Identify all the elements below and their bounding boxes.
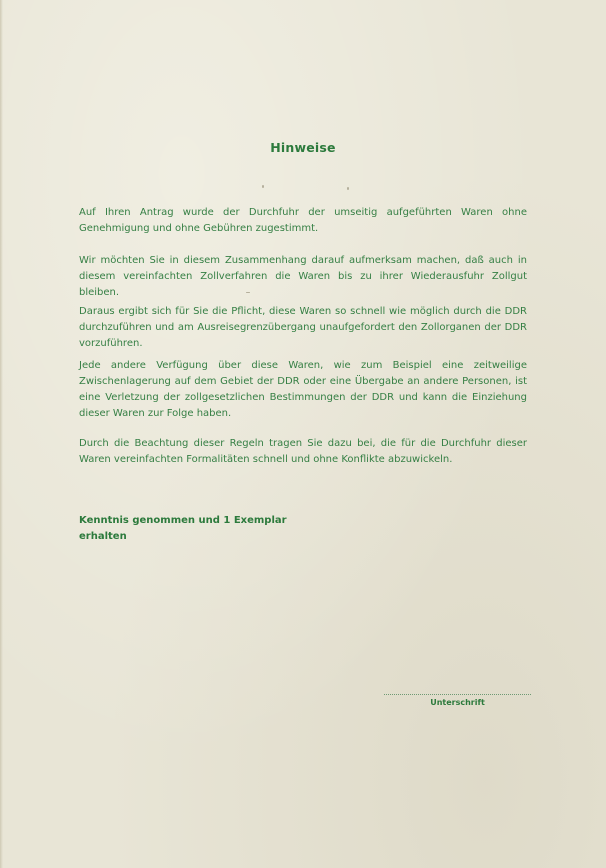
paper-edge [0,0,3,868]
signature-label: Unterschrift [430,698,485,707]
paper-speck [262,185,264,188]
acknowledgement-text [79,513,339,545]
paper-speck [347,187,349,190]
acknowledgement-line: erhalten [79,531,127,542]
acknowledgement-line: Kenntnis genommen und 1 Exemplar [79,515,287,526]
notice-paragraph: Daraus ergibt sich für Sie die Pflicht, diese Waren so schnell wie möglich durch die DDR durchzuführen und am Ausreisegrenzübergang unaufgefordert den Zollorganen der DDR vorzuführen. [79,306,527,349]
signature-line [384,694,531,695]
notice-paragraph: Durch die Beachtung dieser Regeln tragen Sie dazu bei, die für die Durchfuhr dieser Waren vereinfachten Formalitäten schnell und ohne Konflikte abzuwickeln. [79,438,527,465]
notice-paragraph: Auf Ihren Antrag wurde der Durchfuhr der umseitig aufgeführten Waren ohne Genehmigung und ohne Gebühren zugestimmt. [79,207,527,234]
document-title: Hinweise [270,140,336,155]
notice-paragraph: Jede andere Verfügung über diese Waren, wie zum Beispiel eine zeitweilige Zwischenlagerung auf dem Gebiet der DDR oder eine Übergabe an andere Personen, ist eine Verletzung der zollgesetzlichen Bestimmungen der DDR und kann die Einziehung dieser Waren zur Folge haben. [79,360,527,419]
notice-paragraph: Wir möchten Sie in diesem Zusammenhang darauf aufmerksam machen, daß auch in diesem vereinfachten Zollverfahren die Waren bis zu ihrer Wiederausfuhr Zollgut bleiben. [79,255,527,298]
